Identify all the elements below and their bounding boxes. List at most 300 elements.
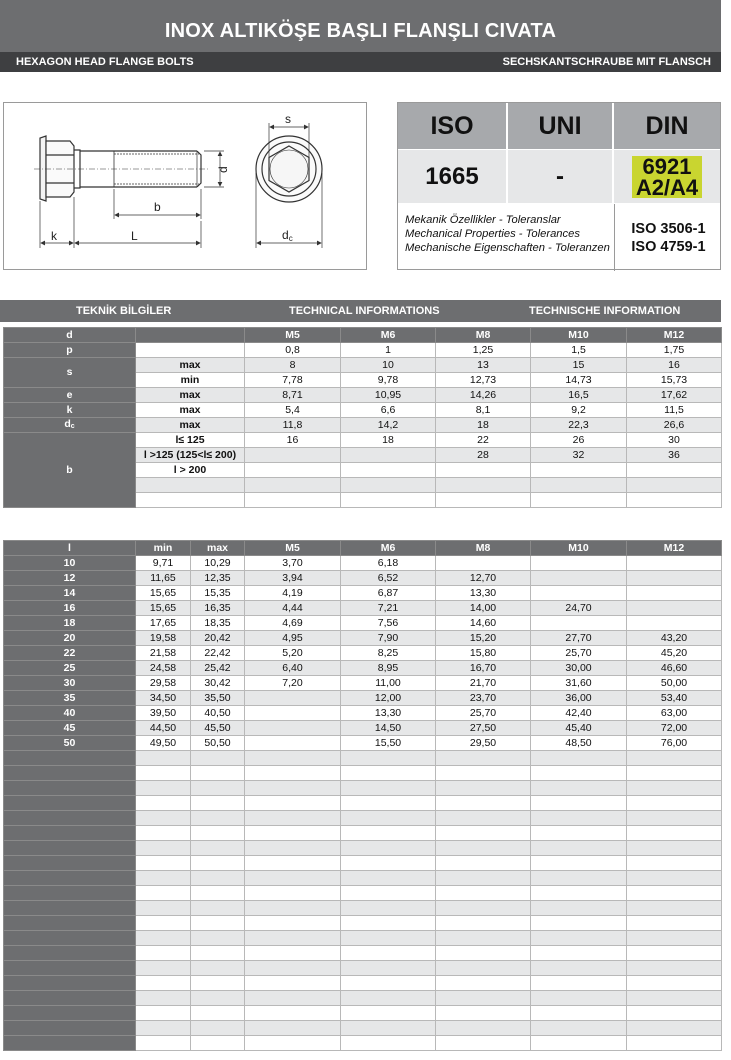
tech-cell: 18 xyxy=(436,418,531,433)
length-row-label xyxy=(4,916,136,931)
length-cell xyxy=(136,991,191,1006)
length-cell xyxy=(245,1006,341,1021)
tech-row-label xyxy=(4,433,136,508)
length-cell: 11,00 xyxy=(341,676,436,691)
length-cell xyxy=(627,601,722,616)
length-cell xyxy=(341,751,436,766)
length-row-label: 45 xyxy=(4,721,136,736)
length-cell xyxy=(245,841,341,856)
length-cell xyxy=(341,811,436,826)
length-empty-row xyxy=(4,1006,722,1021)
length-row-label xyxy=(4,796,136,811)
length-cell: 50,00 xyxy=(627,676,722,691)
tech-row xyxy=(4,388,722,403)
length-cell xyxy=(245,901,341,916)
length-cell xyxy=(191,1021,245,1036)
length-cell: 39,50 xyxy=(136,706,191,721)
length-cell xyxy=(136,1021,191,1036)
length-cell xyxy=(245,1036,341,1051)
tech-row-label xyxy=(4,388,136,403)
length-row-label xyxy=(4,946,136,961)
length-cell: 6,18 xyxy=(341,556,436,571)
tech-cell: 12,73 xyxy=(436,373,531,388)
length-cell xyxy=(245,781,341,796)
din-header: DIN xyxy=(614,103,720,149)
subtitle-english: HEXAGON HEAD FLANGE BOLTS xyxy=(16,56,194,68)
length-header-cell: M8 xyxy=(436,541,531,556)
length-cell xyxy=(136,976,191,991)
tech-cell: 36 xyxy=(627,448,722,463)
length-cell: 45,20 xyxy=(627,646,722,661)
tech-cell: 15 xyxy=(531,358,627,373)
length-cell xyxy=(136,931,191,946)
length-empty-row xyxy=(4,1036,722,1051)
mech-label-de: Mechanische Eigenschaften - Toleranzen xyxy=(405,242,610,254)
length-cell xyxy=(531,796,627,811)
length-cell xyxy=(531,916,627,931)
length-cell: 7,20 xyxy=(245,676,341,691)
length-cell xyxy=(136,781,191,796)
tech-cell xyxy=(531,493,627,508)
length-cell: 15,65 xyxy=(136,586,191,601)
length-cell xyxy=(245,736,341,751)
length-cell xyxy=(245,871,341,886)
tech-row xyxy=(4,343,722,358)
length-row-label: 18 xyxy=(4,616,136,631)
length-cell: 4,44 xyxy=(245,601,341,616)
tech-row-sub: max xyxy=(136,358,245,373)
tech-cell: 14,2 xyxy=(341,418,436,433)
length-cell xyxy=(341,901,436,916)
length-cell xyxy=(627,571,722,586)
length-cell: 16,70 xyxy=(436,661,531,676)
length-cell xyxy=(436,1036,531,1051)
length-row xyxy=(4,691,722,706)
length-cell: 23,70 xyxy=(436,691,531,706)
length-row-label: 40 xyxy=(4,706,136,721)
length-cell: 45,40 xyxy=(531,721,627,736)
length-cell xyxy=(627,796,722,811)
length-cell xyxy=(531,886,627,901)
length-row-label xyxy=(4,901,136,916)
length-cell xyxy=(436,886,531,901)
length-cell xyxy=(245,946,341,961)
length-cell xyxy=(436,1021,531,1036)
tech-row-sub: l >125 (125<l≤ 200) xyxy=(136,448,245,463)
length-cell: 14,60 xyxy=(436,616,531,631)
length-cell xyxy=(531,1021,627,1036)
length-cell: 7,21 xyxy=(341,601,436,616)
iso-standard-2: ISO 4759-1 xyxy=(631,238,706,255)
length-cell xyxy=(436,931,531,946)
tech-cell xyxy=(341,493,436,508)
tech-row-sub xyxy=(136,343,245,358)
length-cell xyxy=(627,1036,722,1051)
tech-row-sub: min xyxy=(136,373,245,388)
length-row-label xyxy=(4,766,136,781)
length-cell: 53,40 xyxy=(627,691,722,706)
length-cell xyxy=(191,961,245,976)
length-empty-row xyxy=(4,811,722,826)
length-cell xyxy=(531,811,627,826)
length-cell: 10,29 xyxy=(191,556,245,571)
length-row-label: 22 xyxy=(4,646,136,661)
length-cell xyxy=(627,841,722,856)
length-cell xyxy=(191,751,245,766)
length-row-label: 16 xyxy=(4,601,136,616)
tech-cell xyxy=(341,448,436,463)
length-header-row xyxy=(4,541,722,556)
tech-cell: 0,8 xyxy=(245,343,341,358)
tech-cell xyxy=(341,478,436,493)
dim-label-L: L xyxy=(131,229,138,243)
length-cell xyxy=(245,976,341,991)
length-cell: 27,70 xyxy=(531,631,627,646)
length-cell xyxy=(136,1006,191,1021)
length-row-label: 50 xyxy=(4,736,136,751)
length-cell xyxy=(531,976,627,991)
tech-cell: 15,73 xyxy=(627,373,722,388)
length-cell xyxy=(341,946,436,961)
length-empty-row xyxy=(4,826,722,841)
tech-row-label xyxy=(4,328,136,343)
length-cell xyxy=(341,841,436,856)
length-cell: 29,50 xyxy=(436,736,531,751)
length-cell xyxy=(436,811,531,826)
length-cell: 12,00 xyxy=(341,691,436,706)
tech-cell: 28 xyxy=(436,448,531,463)
tech-cell: 18 xyxy=(341,433,436,448)
length-cell: 40,50 xyxy=(191,706,245,721)
length-cell xyxy=(531,751,627,766)
iso-header: ISO xyxy=(398,103,506,149)
length-cell xyxy=(627,826,722,841)
length-row-label xyxy=(4,826,136,841)
length-cell xyxy=(136,826,191,841)
length-cell xyxy=(436,946,531,961)
length-cell xyxy=(531,1006,627,1021)
length-cell xyxy=(436,796,531,811)
length-cell xyxy=(136,796,191,811)
length-cell: 12,35 xyxy=(191,571,245,586)
length-cell: 19,58 xyxy=(136,631,191,646)
length-cell xyxy=(531,586,627,601)
tech-cell: 11,8 xyxy=(245,418,341,433)
length-cell xyxy=(341,796,436,811)
length-empty-row xyxy=(4,901,722,916)
tech-cell: 1,25 xyxy=(436,343,531,358)
section-title-tr: TEKNİK BİLGİLER xyxy=(76,305,172,317)
length-cell: 25,70 xyxy=(436,706,531,721)
length-cell xyxy=(191,781,245,796)
length-cell xyxy=(436,856,531,871)
tech-cell: 6,6 xyxy=(341,403,436,418)
tech-row-sub: max xyxy=(136,403,245,418)
length-cell xyxy=(531,556,627,571)
length-row-label: 14 xyxy=(4,586,136,601)
length-row-label: 35 xyxy=(4,691,136,706)
tech-cell: 16,5 xyxy=(531,388,627,403)
length-cell xyxy=(436,901,531,916)
bolt-drawing-svg xyxy=(4,103,366,269)
length-row xyxy=(4,616,722,631)
dim-label-k: k xyxy=(51,229,57,243)
length-cell xyxy=(436,556,531,571)
tech-label-text: e xyxy=(66,388,73,401)
iso-standard-1: ISO 3506-1 xyxy=(631,220,706,237)
tech-cell: M5 xyxy=(245,328,341,343)
length-row-label xyxy=(4,1036,136,1051)
length-row-label xyxy=(4,886,136,901)
length-cell xyxy=(341,871,436,886)
tech-cell xyxy=(245,448,341,463)
tech-cell xyxy=(627,463,722,478)
length-cell xyxy=(436,826,531,841)
length-cell xyxy=(627,931,722,946)
length-cell: 31,60 xyxy=(531,676,627,691)
length-cell: 49,50 xyxy=(136,736,191,751)
length-row xyxy=(4,661,722,676)
tech-cell xyxy=(341,463,436,478)
length-cell xyxy=(627,856,722,871)
length-cell xyxy=(436,766,531,781)
length-cell xyxy=(245,1021,341,1036)
length-cell xyxy=(341,781,436,796)
length-empty-row xyxy=(4,856,722,871)
length-cell xyxy=(136,871,191,886)
length-cell xyxy=(531,781,627,796)
page-header xyxy=(0,0,721,72)
length-cell xyxy=(191,946,245,961)
length-cell xyxy=(245,931,341,946)
length-cell: 24,70 xyxy=(531,601,627,616)
length-cell xyxy=(136,961,191,976)
length-empty-row xyxy=(4,796,722,811)
length-row xyxy=(4,646,722,661)
tech-cell xyxy=(627,478,722,493)
length-cell: 3,94 xyxy=(245,571,341,586)
length-cell xyxy=(245,856,341,871)
length-empty-row xyxy=(4,781,722,796)
length-cell xyxy=(627,556,722,571)
tech-cell: M6 xyxy=(341,328,436,343)
length-cell xyxy=(245,766,341,781)
length-cell xyxy=(341,991,436,1006)
tech-cell: 16 xyxy=(627,358,722,373)
length-cell xyxy=(136,1036,191,1051)
length-cell xyxy=(341,931,436,946)
tech-cell: 26,6 xyxy=(627,418,722,433)
tech-row-sub: max xyxy=(136,418,245,433)
tech-row-sub: max xyxy=(136,388,245,403)
mechanical-properties-label xyxy=(405,213,610,255)
length-cell xyxy=(436,841,531,856)
mech-label-en: Mechanical Properties - Tolerances xyxy=(405,228,580,240)
length-cell xyxy=(531,931,627,946)
technical-table xyxy=(3,327,722,508)
length-cell: 63,00 xyxy=(627,706,722,721)
bolt-technical-drawing xyxy=(3,102,367,270)
length-cell: 21,70 xyxy=(436,676,531,691)
tech-row-label xyxy=(4,403,136,418)
length-cell xyxy=(191,871,245,886)
length-cell xyxy=(245,721,341,736)
tech-label-subscript: c xyxy=(70,423,75,430)
length-cell: 15,35 xyxy=(191,586,245,601)
length-header-cell: max xyxy=(191,541,245,556)
length-cell: 30,42 xyxy=(191,676,245,691)
length-cell xyxy=(341,886,436,901)
length-header-cell: M5 xyxy=(245,541,341,556)
tech-row-sub xyxy=(136,478,245,493)
length-header-cell: min xyxy=(136,541,191,556)
tech-cell xyxy=(531,463,627,478)
length-cell xyxy=(531,616,627,631)
mech-label-tr: Mekanik Özellikler - Toleranslar xyxy=(405,214,561,226)
length-cell xyxy=(245,826,341,841)
tech-label-text: d xyxy=(64,418,71,430)
length-cell xyxy=(627,616,722,631)
length-cell: 22,42 xyxy=(191,646,245,661)
technical-info-bar xyxy=(0,300,721,322)
length-cell: 5,20 xyxy=(245,646,341,661)
length-cell xyxy=(136,766,191,781)
length-cell: 4,95 xyxy=(245,631,341,646)
tech-cell xyxy=(245,493,341,508)
length-header-cell: M10 xyxy=(531,541,627,556)
length-empty-row xyxy=(4,886,722,901)
length-cell: 6,40 xyxy=(245,661,341,676)
length-cell xyxy=(341,961,436,976)
length-cell xyxy=(245,706,341,721)
length-cell xyxy=(627,781,722,796)
length-empty-row xyxy=(4,871,722,886)
tech-cell xyxy=(436,463,531,478)
length-cell: 8,95 xyxy=(341,661,436,676)
length-cell xyxy=(436,991,531,1006)
length-cell: 35,50 xyxy=(191,691,245,706)
tech-label-text: d xyxy=(66,328,73,341)
length-cell: 4,19 xyxy=(245,586,341,601)
length-cell xyxy=(191,856,245,871)
length-row xyxy=(4,736,722,751)
tech-cell: 30 xyxy=(627,433,722,448)
length-cell xyxy=(436,976,531,991)
length-row-label: 12 xyxy=(4,571,136,586)
tech-row-sub: l > 200 xyxy=(136,463,245,478)
length-cell xyxy=(627,946,722,961)
length-cell xyxy=(136,946,191,961)
length-empty-row xyxy=(4,946,722,961)
tech-label-text: p xyxy=(66,343,73,356)
length-cell xyxy=(627,751,722,766)
uni-value: - xyxy=(508,150,612,203)
length-cell xyxy=(136,751,191,766)
length-cell: 9,71 xyxy=(136,556,191,571)
tech-cell: 14,73 xyxy=(531,373,627,388)
length-cell: 48,50 xyxy=(531,736,627,751)
tech-cell: 14,26 xyxy=(436,388,531,403)
uni-header: UNI xyxy=(508,103,612,149)
tech-row xyxy=(4,418,722,433)
length-header-cell: M12 xyxy=(627,541,722,556)
length-cell: 18,35 xyxy=(191,616,245,631)
tech-cell: 32 xyxy=(531,448,627,463)
length-cell: 44,50 xyxy=(136,721,191,736)
length-cell xyxy=(191,811,245,826)
length-cell: 12,70 xyxy=(436,571,531,586)
length-row-label xyxy=(4,871,136,886)
length-cell xyxy=(531,826,627,841)
tech-cell: M10 xyxy=(531,328,627,343)
length-row xyxy=(4,721,722,736)
length-cell: 15,80 xyxy=(436,646,531,661)
length-cell xyxy=(627,976,722,991)
tech-cell: 13 xyxy=(436,358,531,373)
length-cell: 42,40 xyxy=(531,706,627,721)
length-cell: 72,00 xyxy=(627,721,722,736)
length-cell: 11,65 xyxy=(136,571,191,586)
dim-label-s: s xyxy=(285,112,291,126)
length-cell: 15,20 xyxy=(436,631,531,646)
length-cell xyxy=(245,991,341,1006)
tech-row xyxy=(4,358,722,373)
length-row-label xyxy=(4,856,136,871)
length-header-cell: l xyxy=(4,541,136,556)
length-cell: 25,70 xyxy=(531,646,627,661)
length-empty-row xyxy=(4,991,722,1006)
length-cell xyxy=(627,901,722,916)
length-cell xyxy=(136,886,191,901)
length-row-label xyxy=(4,751,136,766)
length-cell xyxy=(531,766,627,781)
length-cell xyxy=(436,871,531,886)
length-cell xyxy=(191,841,245,856)
length-cell xyxy=(531,871,627,886)
tech-row-label xyxy=(4,418,136,433)
length-cell: 45,50 xyxy=(191,721,245,736)
section-title-de: TECHNISCHE INFORMATION xyxy=(529,305,681,317)
length-row-label xyxy=(4,1021,136,1036)
tech-cell: 8 xyxy=(245,358,341,373)
tech-cell: 5,4 xyxy=(245,403,341,418)
iso-standards xyxy=(614,204,722,271)
length-table xyxy=(3,540,722,1051)
dim-label-b: b xyxy=(154,200,161,214)
tech-label-text: b xyxy=(66,463,73,476)
tech-row-sub xyxy=(136,493,245,508)
length-cell: 20,42 xyxy=(191,631,245,646)
length-row-label xyxy=(4,991,136,1006)
length-cell xyxy=(436,781,531,796)
tech-cell xyxy=(436,478,531,493)
length-cell xyxy=(627,916,722,931)
subtitle-german: SECHSKANTSCHRAUBE MIT FLANSCH xyxy=(502,56,711,68)
length-cell: 16,35 xyxy=(191,601,245,616)
tech-cell: 16 xyxy=(245,433,341,448)
tech-cell xyxy=(245,478,341,493)
tech-cell: 7,78 xyxy=(245,373,341,388)
tech-cell: 1,75 xyxy=(627,343,722,358)
length-cell: 15,65 xyxy=(136,601,191,616)
length-cell xyxy=(627,766,722,781)
length-cell: 50,50 xyxy=(191,736,245,751)
length-cell xyxy=(341,1036,436,1051)
length-cell xyxy=(436,916,531,931)
length-cell: 6,87 xyxy=(341,586,436,601)
length-cell xyxy=(341,766,436,781)
tech-label-text: s xyxy=(66,366,73,378)
